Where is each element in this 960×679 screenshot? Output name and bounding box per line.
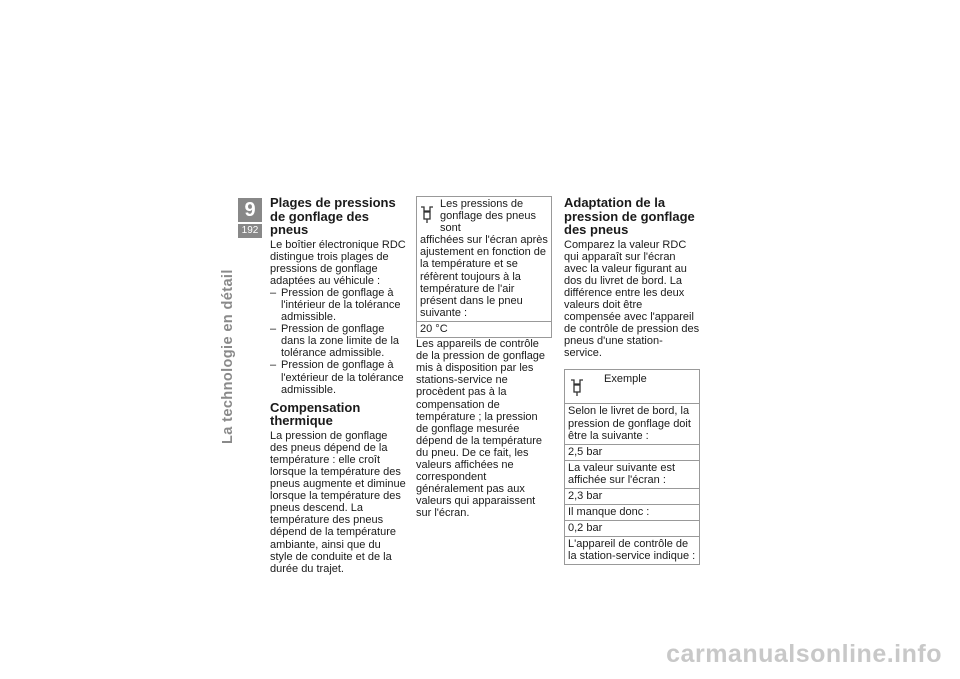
example-row: La valeur suivante est affichée sur l'écran : [565, 460, 699, 488]
page-number: 192 [238, 224, 262, 238]
service-station-text: Les appareils de contrôle de la pression de gonflage mis à disposition par les stations-service ne procèdent pas à la compensation de température ; la pression de gonflage mesurée dépend de la température du pneu. De ce fait, les valeurs affichées ne correspondent généralement pas aux valeurs qui apparaissent sur l'écran. [416, 338, 546, 520]
gauge-icon [420, 206, 434, 224]
column-3 [564, 196, 700, 565]
example-row: 2,3 bar [565, 488, 699, 504]
example-box [564, 369, 700, 565]
watermark: carmanualsonline.info [666, 640, 942, 668]
example-title: Exemple [604, 373, 647, 386]
example-row: 2,5 bar [565, 444, 699, 460]
chapter-side-title: La technologie en détail [220, 269, 236, 444]
list-item: – Pression de gonflage dans la zone limite de la tolérance admissible. [270, 323, 406, 359]
chapter-number: 9 [238, 198, 262, 222]
example-row: Il manque donc : [565, 504, 699, 520]
heading-pressure-adaptation: Adaptation de la pression de gonflage des pneus [564, 195, 695, 237]
list-item: – Pression de gonflage à l'intérieur de la tolérance admissible. [270, 287, 406, 323]
example-row: Selon le livret de bord, la pression de gonflage doit être la suivante : [565, 403, 699, 443]
pressure-range-list [270, 287, 406, 396]
example-row: L'appareil de contrôle de la station-service indique : [565, 536, 699, 564]
example-row: 0,2 bar [565, 520, 699, 536]
note-text: affichées sur l'écran après ajustement en fonction de la température et se réfèrent toujours à la température de l'air présent dans le pneu suivante : [420, 234, 548, 319]
heading-thermal-compensation: Compensation thermique [270, 399, 361, 429]
list-item: – Pression de gonflage à l'extérieur de la tolérance admissible. [270, 359, 406, 395]
adaptation-text: Comparez la valeur RDC qui apparaît sur l'écran avec la valeur figurant au dos du livret de bord. La différence entre les deux valeurs doit être compensée avec l'appareil de contrôle de pression des pneus d'une station-service. [564, 238, 700, 360]
note-value: 20 °C [417, 321, 551, 337]
column-1 [270, 196, 406, 575]
gauge-icon [570, 379, 584, 397]
note-lead-text: Les pressions de gonflage des pneus sont [440, 198, 537, 235]
thermal-compensation-text: La pression de gonflage des pneus dépend de la température : elle croît lorsque la température des pneus augmente et diminue lorsque la température des pneus descend. La température des pneus dépend de la température ambiante, ainsi que du style de conduite et de la durée du trajet. [270, 429, 406, 575]
intro-text: Le boîtier électronique RDC distingue trois plages de pressions de gonflage adaptées au véhicule : [270, 238, 406, 287]
note-box [416, 196, 552, 338]
heading-pressure-ranges: Plages de pressions de gonflage des pneus [270, 195, 396, 237]
column-2 [416, 196, 552, 519]
